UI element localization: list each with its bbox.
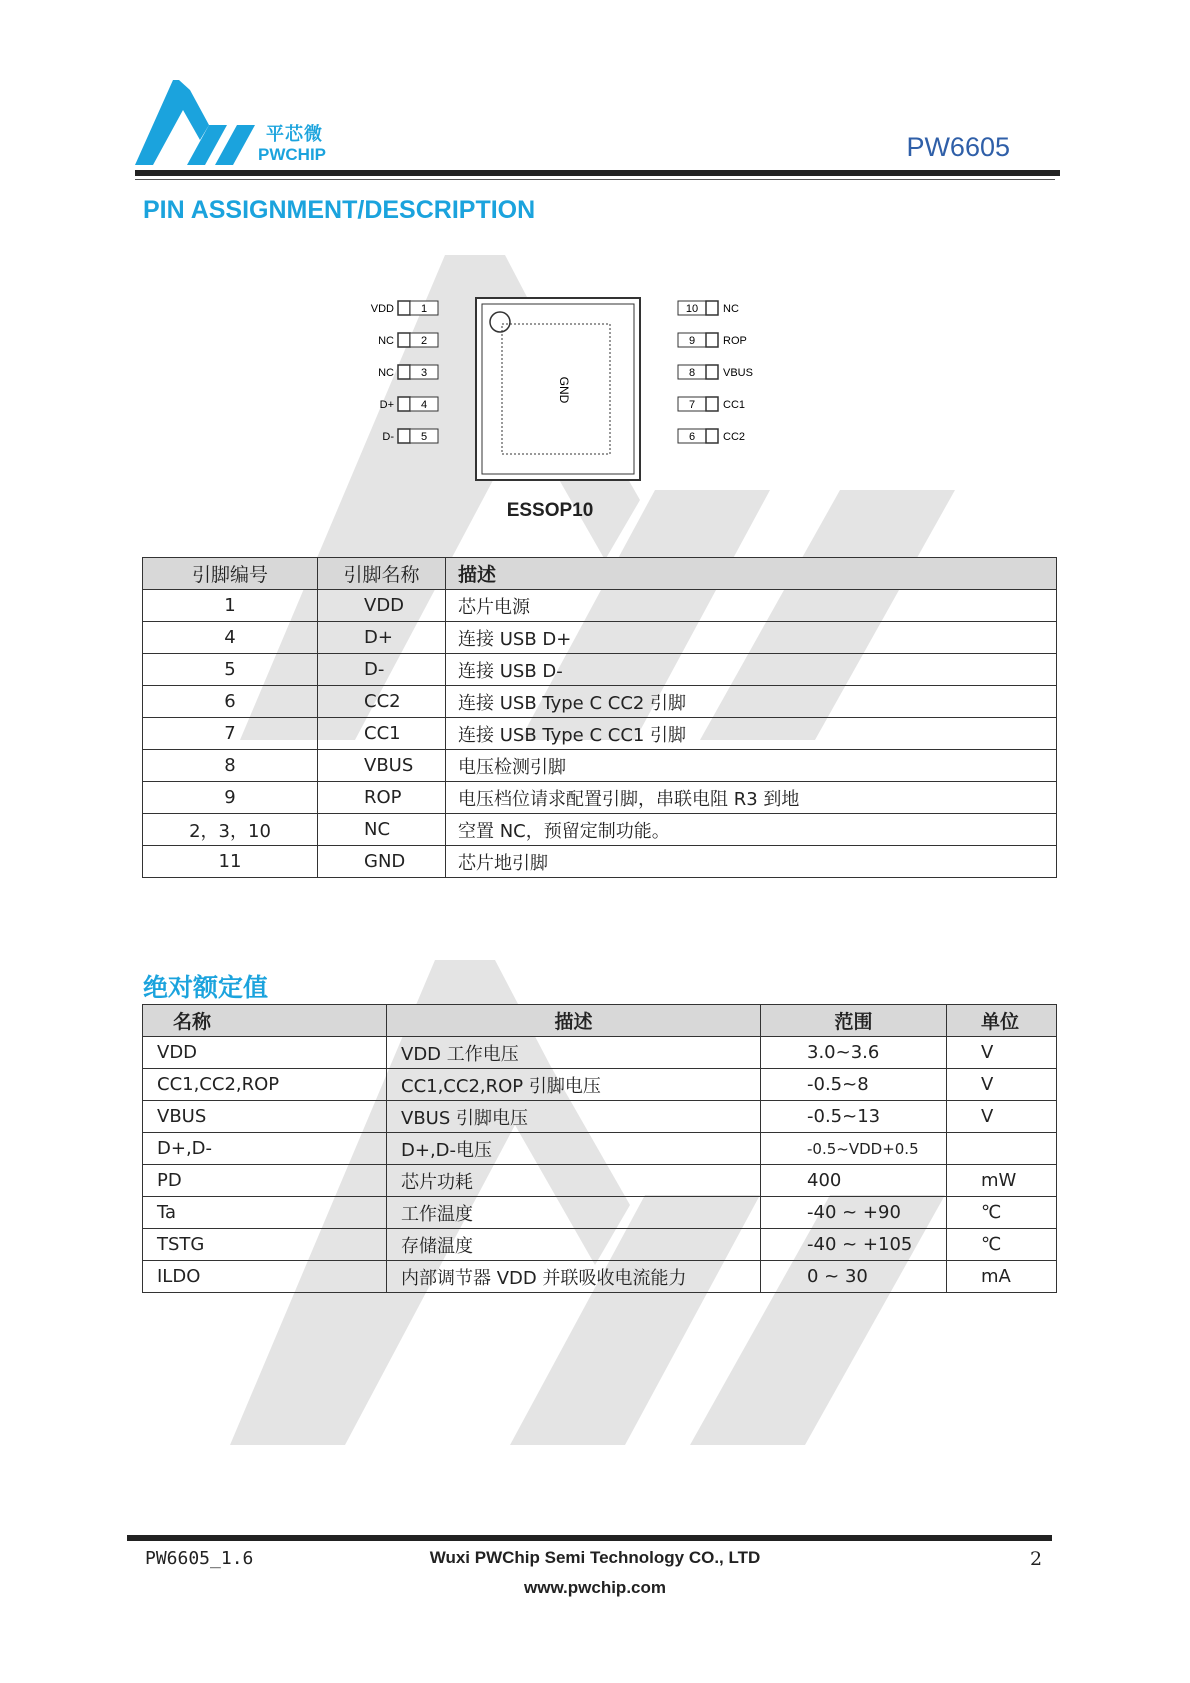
section-title-pin: PIN ASSIGNMENT/DESCRIPTION	[143, 196, 536, 224]
pin-number-cell: 5	[143, 654, 318, 686]
pin-number-cell: 6	[143, 686, 318, 718]
pin-desc-cell: 芯片电源	[446, 590, 1057, 622]
pin-description-table	[142, 557, 1057, 878]
pin-name-cell: D+	[318, 622, 446, 654]
header-name: 名称	[143, 1005, 387, 1037]
table-row	[143, 846, 1057, 878]
param-name-cell: PD	[143, 1165, 387, 1197]
pin-name-label: NC	[378, 367, 394, 379]
pin-number-label: 10	[685, 303, 699, 315]
footer-url[interactable]: www.pwchip.com	[524, 1578, 666, 1597]
pin-name-cell: CC2	[318, 686, 446, 718]
pin-name-label: NC	[378, 335, 394, 347]
footer-company: Wuxi PWChip Semi Technology CO., LTD	[429, 1548, 761, 1567]
pin-desc-cell: 连接 USB D+	[446, 622, 1057, 654]
table-row	[143, 622, 1057, 654]
pin-name-cell: ROP	[318, 782, 446, 814]
pin-name-cell: VDD	[318, 590, 446, 622]
param-range-cell: 3.0~3.6	[761, 1037, 947, 1069]
table-row	[143, 1229, 1057, 1261]
pin-number-label: 6	[688, 431, 696, 443]
pin-number-cell: 2，3，10	[143, 814, 318, 846]
pin-lead-right	[706, 301, 718, 315]
param-range-cell: -40 ~ +90	[761, 1197, 947, 1229]
pin-number-label: 5	[420, 431, 428, 443]
pin-name-cell: CC1	[318, 718, 446, 750]
pin-number-cell: 9	[143, 782, 318, 814]
param-desc-cell: VBUS 引脚电压	[387, 1101, 761, 1133]
pin-number-cell: 4	[143, 622, 318, 654]
pin-desc-cell: 连接 USB Type C CC1 引脚	[446, 718, 1057, 750]
logo-text-cn: 平芯微	[266, 124, 323, 145]
pin-lead-left	[398, 365, 410, 379]
pin-name-cell: D-	[318, 654, 446, 686]
table-row	[143, 686, 1057, 718]
table-row	[143, 750, 1057, 782]
pin-lead-right	[706, 333, 718, 347]
param-range-cell: -0.5~13	[761, 1101, 947, 1133]
pin-desc-cell: 连接 USB Type C CC2 引脚	[446, 686, 1057, 718]
header-rule-thin	[135, 179, 1055, 180]
param-unit-cell: V	[947, 1037, 1057, 1069]
pin-name-label: NC	[723, 303, 739, 315]
param-desc-cell: 存储温度	[387, 1229, 761, 1261]
document-id: PW6605	[906, 132, 1010, 162]
table-row	[143, 590, 1057, 622]
param-range-cell: 0 ~ 30	[761, 1261, 947, 1293]
pin-number-label: 9	[688, 335, 696, 347]
package-diagram	[370, 290, 753, 490]
pin-number-label: 7	[688, 399, 696, 411]
pwchip-logo-icon	[135, 80, 265, 170]
table-header-row	[143, 1005, 1057, 1037]
pin-number-label: 2	[420, 335, 428, 347]
table-row	[143, 1101, 1057, 1133]
pin-number-cell: 11	[143, 846, 318, 878]
param-range-cell: 400	[761, 1165, 947, 1197]
param-name-cell: Ta	[143, 1197, 387, 1229]
param-unit-cell: V	[947, 1101, 1057, 1133]
param-range-cell: -40 ~ +105	[761, 1229, 947, 1261]
table-row	[143, 1197, 1057, 1229]
param-desc-cell: VDD 工作电压	[387, 1037, 761, 1069]
footer-rule	[127, 1535, 1052, 1541]
header-rule	[135, 170, 1060, 176]
param-name-cell: ILDO	[143, 1261, 387, 1293]
param-desc-cell: 内部调节器 VDD 并联吸收电流能力	[387, 1261, 761, 1293]
param-range-cell: -0.5~8	[761, 1069, 947, 1101]
table-header-row	[143, 558, 1057, 590]
param-unit-cell	[947, 1133, 1057, 1165]
pin-name-label: VDD	[370, 303, 394, 315]
header-description: 描述	[446, 558, 1057, 590]
pin-lead-left	[398, 429, 410, 443]
package-name: ESSOP10	[506, 500, 594, 521]
pin-lead-right	[706, 397, 718, 411]
footer-version: PW6605_1.6	[145, 1548, 254, 1569]
pin-desc-cell: 连接 USB D-	[446, 654, 1057, 686]
param-name-cell: VDD	[143, 1037, 387, 1069]
pin-name-label: D-	[382, 431, 394, 443]
param-unit-cell: V	[947, 1069, 1057, 1101]
pin-number-label: 8	[688, 367, 696, 379]
pin-lead-right	[706, 365, 718, 379]
table-row	[143, 718, 1057, 750]
pin-name-label: CC2	[723, 431, 746, 443]
header-pin-number: 引脚编号	[143, 558, 318, 590]
param-name-cell: CC1,CC2,ROP	[143, 1069, 387, 1101]
pin-desc-cell: 电压档位请求配置引脚，串联电阻 R3 到地	[446, 782, 1057, 814]
pin-name-cell: VBUS	[318, 750, 446, 782]
header-unit: 单位	[947, 1005, 1057, 1037]
param-desc-cell: CC1,CC2,ROP 引脚电压	[387, 1069, 761, 1101]
param-desc-cell: D+,D-电压	[387, 1133, 761, 1165]
pin-lead-right	[706, 429, 718, 443]
table-row	[143, 782, 1057, 814]
pin-name-label: ROP	[723, 335, 747, 347]
param-desc-cell: 芯片功耗	[387, 1165, 761, 1197]
param-range-cell: -0.5~VDD+0.5	[761, 1133, 947, 1165]
table-row	[143, 1261, 1057, 1293]
table-row	[143, 654, 1057, 686]
pin-desc-cell: 空置 NC，预留定制功能。	[446, 814, 1057, 846]
param-unit-cell: ℃	[947, 1197, 1057, 1229]
pin-name-cell: GND	[318, 846, 446, 878]
pin-number-cell: 7	[143, 718, 318, 750]
table-row	[143, 814, 1057, 846]
pin-number-label: 4	[420, 399, 428, 411]
pin-number-cell: 8	[143, 750, 318, 782]
param-name-cell: TSTG	[143, 1229, 387, 1261]
table-row	[143, 1165, 1057, 1197]
param-name-cell: D+,D-	[143, 1133, 387, 1165]
section-title-abs-max: 绝对额定值	[143, 974, 269, 1002]
pin-desc-cell: 芯片地引脚	[446, 846, 1057, 878]
param-unit-cell: ℃	[947, 1229, 1057, 1261]
pin-number-label: 3	[420, 367, 428, 379]
pin-number-label: 1	[420, 303, 428, 315]
page-number: 2	[1030, 1548, 1043, 1570]
pin-lead-left	[398, 301, 410, 315]
param-name-cell: VBUS	[143, 1101, 387, 1133]
pin-name-label: D+	[379, 399, 394, 411]
table-row	[143, 1069, 1057, 1101]
table-row	[143, 1037, 1057, 1069]
pin-name-label: CC1	[723, 399, 746, 411]
param-unit-cell: mW	[947, 1165, 1057, 1197]
table-row	[143, 1133, 1057, 1165]
pin-number-cell: 1	[143, 590, 318, 622]
header-range: 范围	[761, 1005, 947, 1037]
header-description: 描述	[387, 1005, 761, 1037]
pin-name-label: VBUS	[723, 367, 753, 379]
pin-desc-cell: 电压检测引脚	[446, 750, 1057, 782]
header-pin-name: 引脚名称	[318, 558, 446, 590]
logo-text-en: PWCHIP	[258, 145, 326, 164]
pin-lead-left	[398, 397, 410, 411]
pin-name-cell: NC	[318, 814, 446, 846]
absolute-ratings-table	[142, 1004, 1057, 1293]
pin-lead-left	[398, 333, 410, 347]
param-unit-cell: mA	[947, 1261, 1057, 1293]
param-desc-cell: 工作温度	[387, 1197, 761, 1229]
gnd-pad-label: GND	[557, 376, 571, 404]
